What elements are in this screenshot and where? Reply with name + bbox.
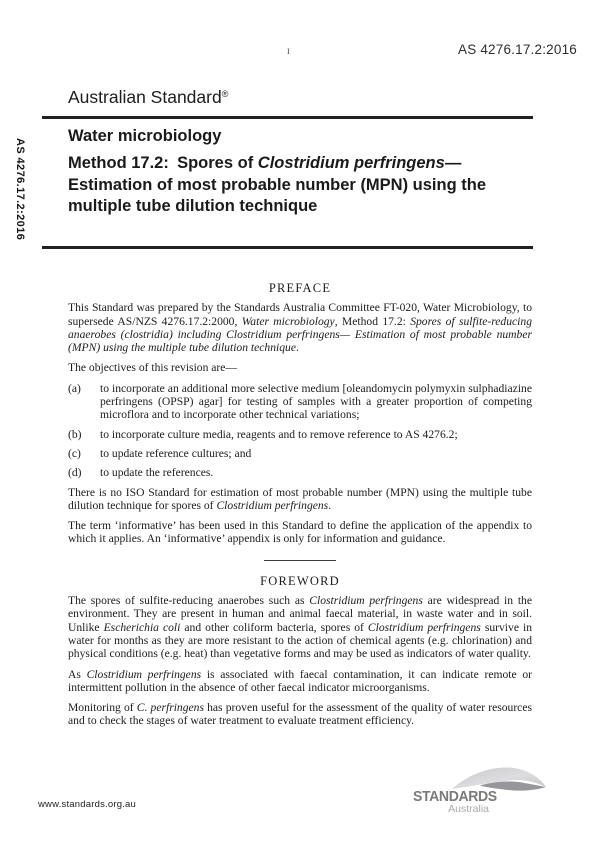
standard-designation-header: AS 4276.17.2:2016 xyxy=(457,42,577,57)
content-column xyxy=(68,282,532,735)
logo-country-label: Australia xyxy=(448,803,489,815)
brand-title xyxy=(68,87,228,108)
footer-url: www.standards.org.au xyxy=(38,799,136,810)
objective-text: to update reference cultures; and xyxy=(100,446,252,460)
foreword-paragraph: Monitoring of C. perfringens has proven useful for the assessment of the quality of water resources and to check the stages of water treatment to evaluate treatment efficiency. xyxy=(68,701,532,728)
logo-wordmark: STANDARDS xyxy=(413,789,497,805)
objective-text: to incorporate culture media, reagents and to remove reference to AS 4276.2; xyxy=(100,427,458,441)
masthead-rule xyxy=(42,116,533,119)
method-title: Method 17.2: Spores of Clostridium perfringens—Estimation of most probable number (MPN) using the multiple tube dilution technique xyxy=(68,154,487,215)
preface-intro-paragraph: This Standard was prepared by the Standards Australia Committee FT-020, Water Microbiology, to supersede AS/NZS 4276.17.2:2000, Water microbiology, Method 17.2: Spores of sulfite-reducing anaerobes (clostridia) including Clostridium perfringens— Estimation of most probable number (MPN) using the multiple tube dilution technique. xyxy=(68,301,532,355)
preface-no-iso-paragraph: There is no ISO Standard for estimation of most probable number (MPN) using the multiple tube dilution technique for spores of Clostridium perfringens. xyxy=(68,485,532,512)
objective-item xyxy=(68,382,532,422)
title-rule xyxy=(42,246,533,249)
objective-item xyxy=(68,428,532,441)
preface-informative-paragraph: The term ‘informative’ has been used in this Standard to define the application of the appendix to which it applies. An ‘informative’ appendix is only for information and guidance. xyxy=(68,519,532,546)
objective-label: (b) xyxy=(68,427,82,441)
spine-designation: AS 4276.17.2:2016 xyxy=(14,138,26,241)
subject-title: Water microbiology xyxy=(68,127,222,145)
objectives-intro: The objectives of this revision are— xyxy=(68,361,238,375)
objective-item xyxy=(68,447,532,460)
objective-label: (a) xyxy=(68,381,81,395)
foreword-heading: FOREWORD xyxy=(260,573,340,588)
objective-label: (c) xyxy=(68,446,81,460)
objective-text: to update the references. xyxy=(100,466,214,480)
section-divider xyxy=(264,560,336,561)
objective-text: to incorporate an additional more selective medium [oleandomycin polymyxin sulphadiazine perfringens (OPSP) agar] for testing of samples with a greater proportion of competing microflora and to incorporate other technical variations; xyxy=(100,381,532,422)
objective-item xyxy=(68,466,532,479)
title-block xyxy=(68,126,532,218)
page-number: i xyxy=(287,45,290,57)
preface-heading: PREFACE xyxy=(268,281,332,295)
foreword-paragraph: As Clostridium perfringens is associated with faecal contamination, it can indicate remote or intermittent pollution in the absence of other faecal indicator microorganisms. xyxy=(68,667,532,694)
registered-trademark-symbol: ® xyxy=(221,89,229,99)
objective-label: (d) xyxy=(68,466,82,480)
brand-title-text: Australian Standard xyxy=(68,87,222,107)
foreword-paragraph: The spores of sulfite-reducing anaerobes such as Clostridium perfringens are widespread in the environment. They are present in human and animal faecal material, in waste water and in soil. Unlike Escherichia coli and other coliform bacteria, spores of Clostridium perfringens survive in water for months as they are more resistant to the action of chemical agents (e.g. chlorination) and physical conditions (e.g. heat) than vegetative forms and may be used as indicators of water quality. xyxy=(68,594,533,661)
standards-australia-logo xyxy=(413,764,546,816)
